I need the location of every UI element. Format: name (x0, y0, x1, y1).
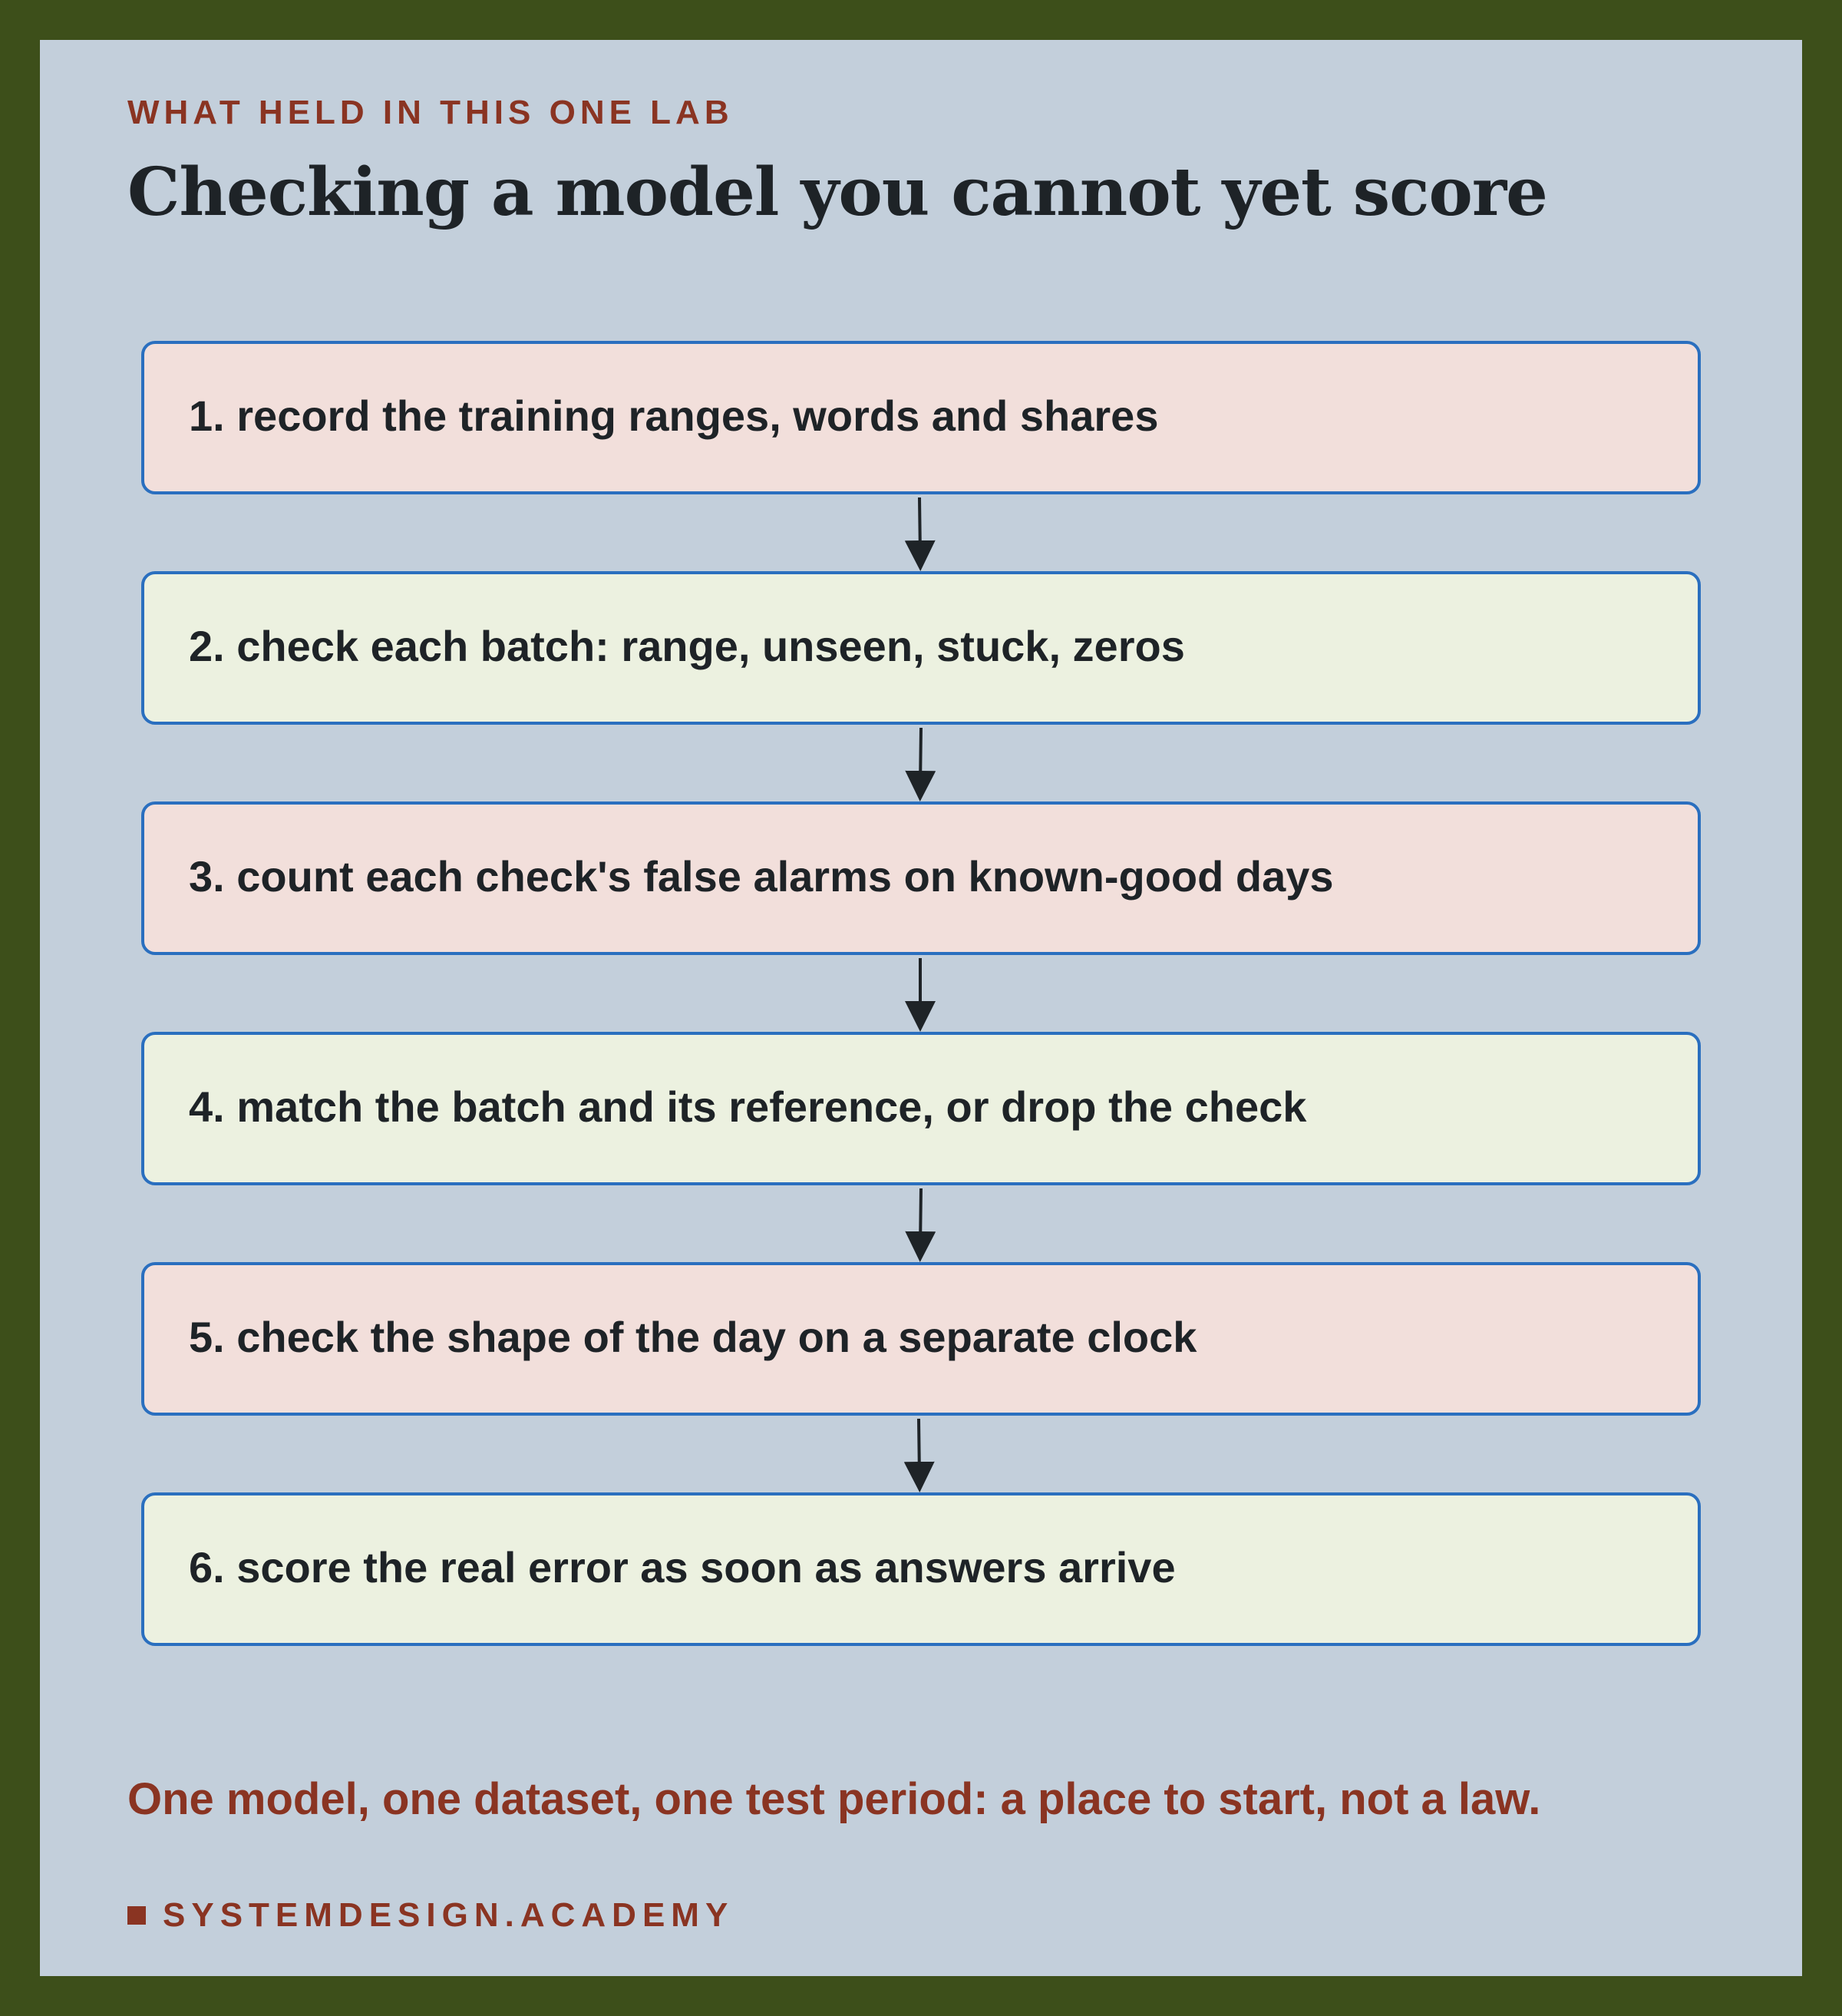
step-2-label: 2. check each batch: range, unseen, stuck, zeros (189, 622, 1185, 670)
eyebrow-label: WHAT HELD IN THIS ONE LAB (127, 94, 734, 131)
step-3-label: 3. count each check's false alarms on known-good days (189, 852, 1334, 901)
step-6-label: 6. score the real error as soon as answers arrive (189, 1543, 1176, 1591)
arrow-4-to-5 (920, 1188, 921, 1247)
brand-mark (127, 1896, 734, 1935)
arrow-2-to-3 (920, 728, 921, 786)
footnote: One model, one dataset, one test period: a place to start, not a law. (127, 1774, 1541, 1824)
brand-square-icon (127, 1906, 146, 1925)
step-1-label: 1. record the training ranges, words and shares (189, 392, 1159, 440)
step-4-label: 4. match the batch and its reference, or drop the check (189, 1082, 1307, 1131)
step-5-label: 5. check the shape of the day on a separate clock (189, 1313, 1197, 1361)
brand-name: SYSTEMDESIGN.ACADEMY (163, 1896, 734, 1934)
page-title: Checking a model you cannot yet score (127, 154, 1547, 231)
arrow-1-to-2 (919, 497, 920, 556)
